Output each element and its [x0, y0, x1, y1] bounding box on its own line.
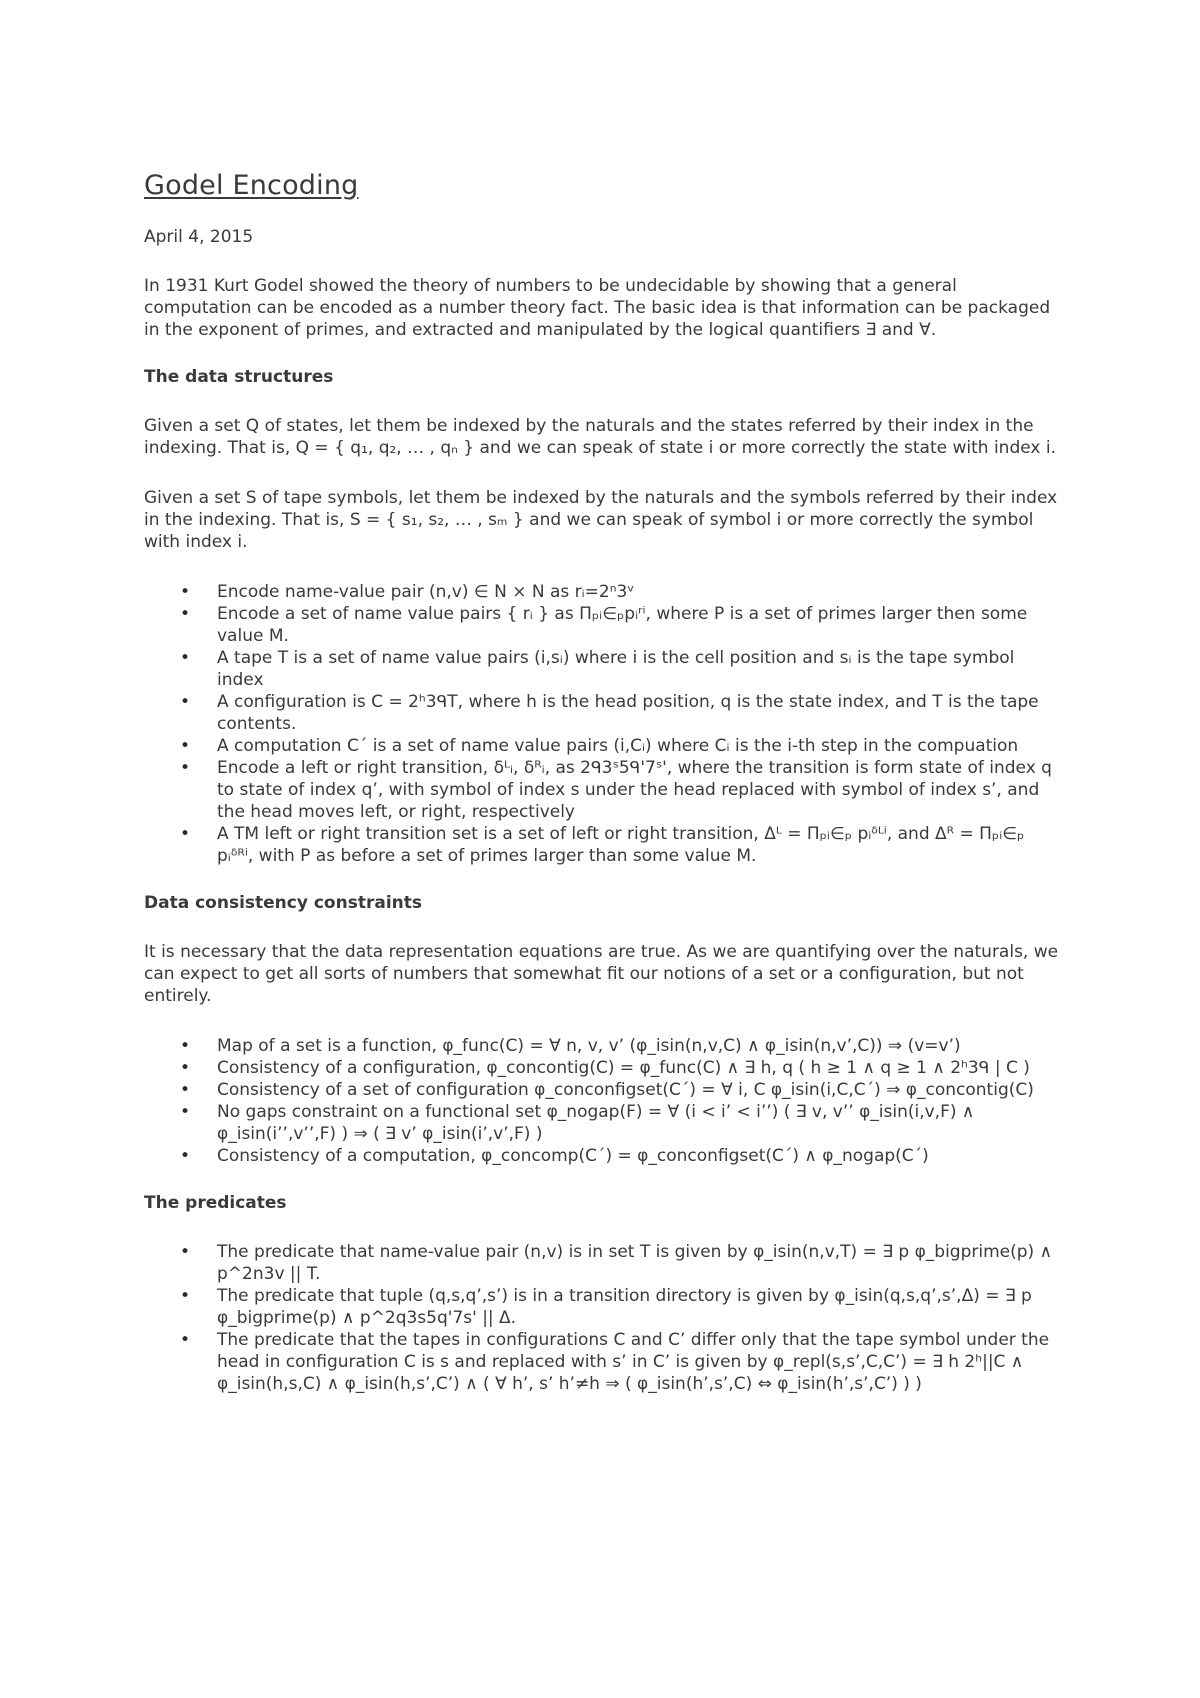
list-item: • The predicate that name-value pair (n,v) is in set T is given by φ_isin(n,v,T) = ∃ p φ_bigprime(p) ∧ p^2n3v || T.: [144, 1241, 1064, 1285]
document-page: [144, 170, 1064, 1395]
list-item: • Consistency of a set of configuration φ_conconfigset(C´) = ∀ i, C φ_isin(i,C,C´) ⇒ φ_concontig(C): [144, 1079, 1064, 1101]
list-item: • Encode a set of name value pairs { rᵢ } as Πₚᵢ∈ₚpᵢʳⁱ, where P is a set of primes larger then some value M.: [144, 603, 1064, 647]
list-data-structures: [144, 581, 1064, 867]
list-item: • The predicate that the tapes in configurations C and C’ differ only that the tape symbol under the head in configuration C is s and replaced with s’ in C’ is given by φ_repl(s,s’,C,C’) = ∃ h 2ʰ||C ∧ φ_isin(h,s,C) ∧ φ_isin(h,s’,C’) ∧ ( ∀ h’, s’ h’≠h ⇒ ( φ_isin(h’,s’,C) ⇔ φ_isin(h’,s’,C’) ) ): [144, 1329, 1064, 1395]
list-item: • No gaps constraint on a functional set φ_nogap(F) = ∀ (i < i’ < i’’) ( ∃ v, v’’ φ_isin(i,v,F) ∧ φ_isin(i’’,v’’,F) ) ⇒ ( ∃ v’ φ_isin(i’,v’,F) ): [144, 1101, 1064, 1145]
list-item: • A computation C´ is a set of name value pairs (i,Cᵢ) where Cᵢ is the i-th step in the compuation: [144, 735, 1064, 757]
paragraph-states: Given a set Q of states, let them be indexed by the naturals and the states referred by their index in the indexing. That is, Q = { q₁, q₂, … , qₙ } and we can speak of state i or more correctly the state with index i.: [144, 416, 1056, 458]
intro-paragraph: In 1931 Kurt Godel showed the theory of numbers to be undecidable by showing that a general computation can be encoded as a number theory fact. The basic idea is that information can be packaged in the exponent of primes, and extracted and manipulated by the logical quantifiers ∃ and ∀.: [144, 276, 1051, 340]
list-item: • A configuration is C = 2ʰ3ᑫT, where h is the head position, q is the state index, and T is the tape contents.: [144, 691, 1064, 735]
list-item: • Encode name-value pair (n,v) ∈ N × N as rᵢ=2ⁿ3ᵛ: [144, 581, 1064, 603]
list-item: • Map of a set is a function, φ_func(C) = ∀ n, v, v’ (φ_isin(n,v,C) ∧ φ_isin(n,v’,C)) ⇒ (v=v’): [144, 1035, 1064, 1057]
section-heading-consistency: Data consistency constraints: [144, 893, 422, 913]
list-item: • Consistency of a computation, φ_concomp(C´) = φ_conconfigset(C´) ∧ φ_nogap(C´): [144, 1145, 1064, 1167]
list-item: • The predicate that tuple (q,s,q’,s’) is in a transition directory is given by φ_isin(q,s,q’,s’,Δ) = ∃ p φ_bigprime(p) ∧ p^2q3s5q'7s' || Δ.: [144, 1285, 1064, 1329]
paragraph-symbols: Given a set S of tape symbols, let them be indexed by the naturals and the symbols referred by their index in the indexing. That is, S = { s₁, s₂, … , sₘ } and we can speak of symbol i or more correctly the symbol with index i.: [144, 488, 1058, 552]
section-heading-predicates: The predicates: [144, 1193, 287, 1213]
document-date: April 4, 2015: [144, 227, 254, 247]
list-item: • Consistency of a configuration, φ_concontig(C) = φ_func(C) ∧ ∃ h, q ( h ≥ 1 ∧ q ≥ 1 ∧ 2ʰ3ᑫ | C ): [144, 1057, 1064, 1079]
section-heading-data-structures: The data structures: [144, 367, 334, 387]
list-item: • A TM left or right transition set is a set of left or right transition, Δᴸ = Πₚᵢ∈ₚ pᵢᵟᴸⁱ, and Δᴿ = Πₚᵢ∈ₚ pᵢᵟᴿⁱ, with P as before a set of primes larger than some value M.: [144, 823, 1064, 867]
list-item: • A tape T is a set of name value pairs (i,sᵢ) where i is the cell position and sᵢ is the tape symbol index: [144, 647, 1064, 691]
list-consistency: [144, 1035, 1064, 1167]
list-item: • Encode a left or right transition, δᴸᵢ, δᴿᵢ, as 2ᑫ3ˢ5ᑫ'7ˢ', where the transition is form state of index q to state of index q’, with symbol of index s under the head replaced with symbol of index s’, and the head moves left, or right, respectively: [144, 757, 1064, 823]
list-predicates: [144, 1241, 1064, 1395]
document-title: Godel Encoding: [144, 170, 359, 201]
paragraph-consistency: It is necessary that the data representation equations are true. As we are quantifying over the naturals, we can expect to get all sorts of numbers that somewhat fit our notions of a set or a configuration, but not entirely.: [144, 942, 1059, 1006]
